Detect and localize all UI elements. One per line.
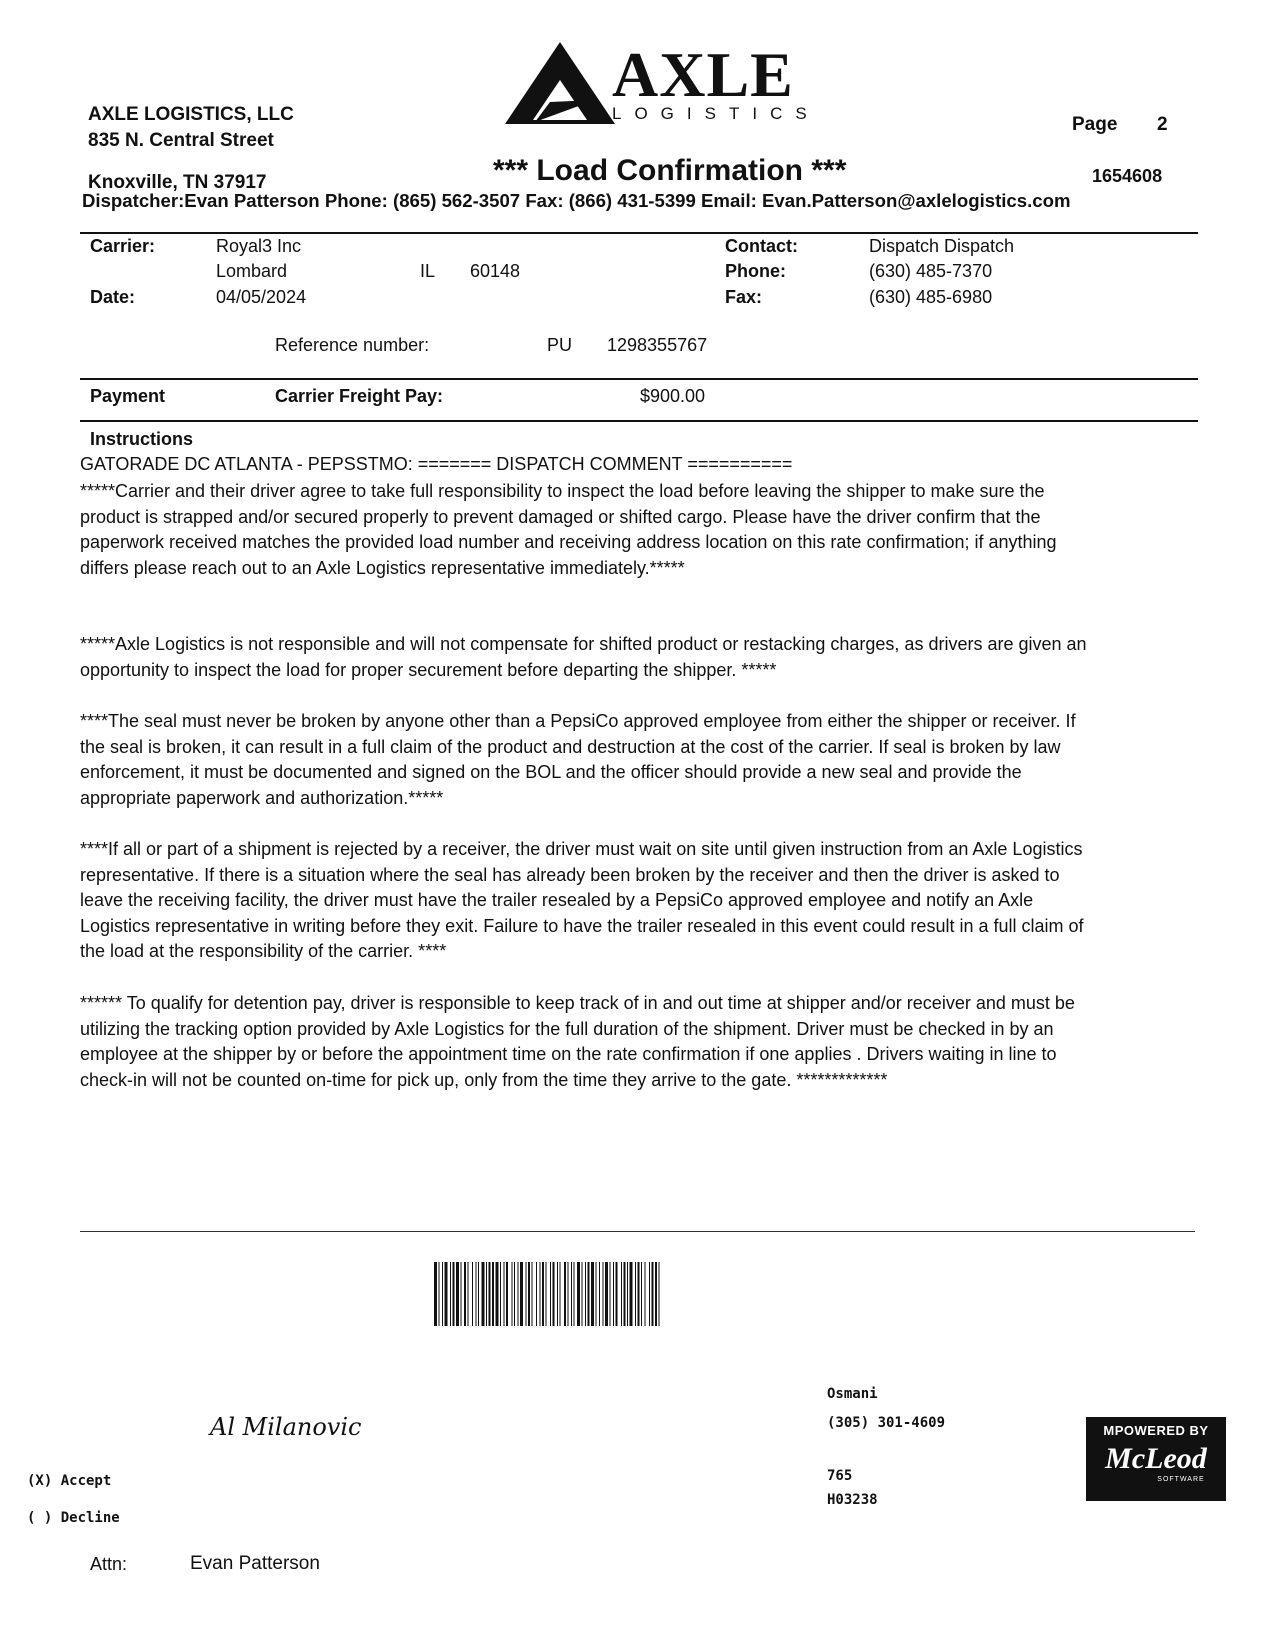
carrier-name: Royal3 Inc xyxy=(216,236,302,256)
decline-option[interactable]: ( ) Decline xyxy=(27,1510,120,1526)
carrier-pay-label: Carrier Freight Pay: xyxy=(275,386,444,406)
carrier-label: Carrier: xyxy=(90,236,156,256)
payment-divider-bottom xyxy=(80,420,1198,422)
date-value: 04/05/2024 xyxy=(216,287,307,307)
instruction-paragraph-4: ****If all or part of a shipment is rejected by a receiver, the driver must wait on site until given instruction from an Axle Logistics representative. If there is a situation where the seal has already been broken by the receiver and then the driver is asked to leave the receiving facility, the driver must have the trailer resealed by a PepsiCo approved employee and notify an Axle Logistics representative in writing before they exit. Failure to have the trailer resealed in this event could result in a full claim of the load at the responsibility of the carrier. **** xyxy=(80,839,1084,961)
phone-label: Phone: xyxy=(725,261,786,281)
logo-sub: LOGISTICS xyxy=(612,104,820,123)
mcleod-top: MPOWERED BY xyxy=(1103,1423,1209,1438)
header-divider xyxy=(80,232,1198,234)
contact-value: Dispatch Dispatch xyxy=(869,236,1015,256)
logo-main: AXLE xyxy=(612,39,794,110)
fax-value: (630) 485-6980 xyxy=(869,287,993,307)
reference-value: 1298355767 xyxy=(607,335,708,355)
company-street: 835 N. Central Street xyxy=(88,130,274,151)
load-number: 1654608 xyxy=(1092,166,1163,186)
page-number: 2 xyxy=(1157,114,1168,135)
instruction-paragraph-2: *****Axle Logistics is not responsible and will not compensate for shifted product or restacking charges, as drivers are given an opportunity to inspect the load for proper securement before departing the shipper. ***** xyxy=(80,634,1087,680)
fax-label: Fax: xyxy=(725,287,763,307)
attn-label: Attn: xyxy=(90,1554,128,1574)
carrier-zip: 60148 xyxy=(470,261,521,281)
driver-name: Osmani xyxy=(827,1386,878,1402)
date-label: Date: xyxy=(90,287,136,307)
carrier-pay-amount: $900.00 xyxy=(640,386,706,406)
driver-phone: (305) 301-4609 xyxy=(827,1415,946,1431)
mcleod-badge xyxy=(1086,1417,1226,1501)
axle-triangle-icon xyxy=(505,42,615,124)
contact-label: Contact: xyxy=(725,236,798,256)
instructions-line: GATORADE DC ATLANTA - PEPSSTMO: ======= DISPATCH COMMENT ========== xyxy=(80,454,793,474)
phone-value: (630) 485-7370 xyxy=(869,261,993,281)
accept-option[interactable]: (X) Accept xyxy=(27,1473,112,1489)
attn-name: Evan Patterson xyxy=(190,1553,320,1574)
trailer-number: H03238 xyxy=(827,1492,878,1508)
signature: Al Milanovic xyxy=(210,1413,362,1441)
footer-divider xyxy=(80,1231,1195,1232)
doc-title: *** Load Confirmation *** xyxy=(493,154,847,187)
mcleod-sub: SOFTWARE xyxy=(1157,1476,1205,1483)
instructions-heading: Instructions xyxy=(90,429,194,449)
carrier-city: Lombard xyxy=(216,261,288,281)
payment-label: Payment xyxy=(90,386,166,406)
barcode xyxy=(434,1262,864,1326)
truck-number: 765 xyxy=(827,1468,853,1484)
page-label: Page xyxy=(1072,114,1118,135)
company-name: AXLE LOGISTICS, LLC xyxy=(88,104,294,125)
company-city: Knoxville, TN 37917 xyxy=(88,172,267,193)
instruction-paragraph-5: ****** To qualify for detention pay, driver is responsible to keep track of in and out time at shipper and/or receiver and must be utilizing the tracking option provided by Axle Logistics for the full duration of the shipment. Driver must be checked in by an employee at the shipper by or before the appointment time on the rate confirmation if one applies . Drivers waiting in line to check-in will not be counted on-time for pick up, only from the time they arrive to the gate. ************* xyxy=(80,993,1075,1090)
instruction-paragraph-1: *****Carrier and their driver agree to take full responsibility to inspect the load before leaving the shipper to make sure the product is strapped and/or secured properly to prevent damaged or shifted cargo. Please have the driver confirm that the paperwork received matches the provided load number and receiving address location on this rate confirmation; if anything differs please reach out to an Axle Logistics representative immediately.***** xyxy=(80,481,1057,578)
dispatcher-line: Dispatcher:Evan Patterson Phone: (865) 562-3507 Fax: (866) 431-5399 Email: Evan.Patterson@axlelogistics.com xyxy=(82,190,1071,211)
payment-divider-top xyxy=(80,378,1198,380)
mcleod-brand: McLeod xyxy=(1105,1442,1207,1475)
reference-type: PU xyxy=(547,335,573,355)
carrier-state: IL xyxy=(420,261,436,281)
instruction-paragraph-3: ****The seal must never be broken by anyone other than a PepsiCo approved employee from either the shipper or receiver. If the seal is broken, it can result in a full claim of the product and destruction at the cost of the carrier. If seal is broken by law enforcement, it must be documented and signed on the BOL and the officer should provide a new seal and provide the appropriate paperwork and authorization.***** xyxy=(80,711,1076,808)
reference-label: Reference number: xyxy=(275,335,430,355)
